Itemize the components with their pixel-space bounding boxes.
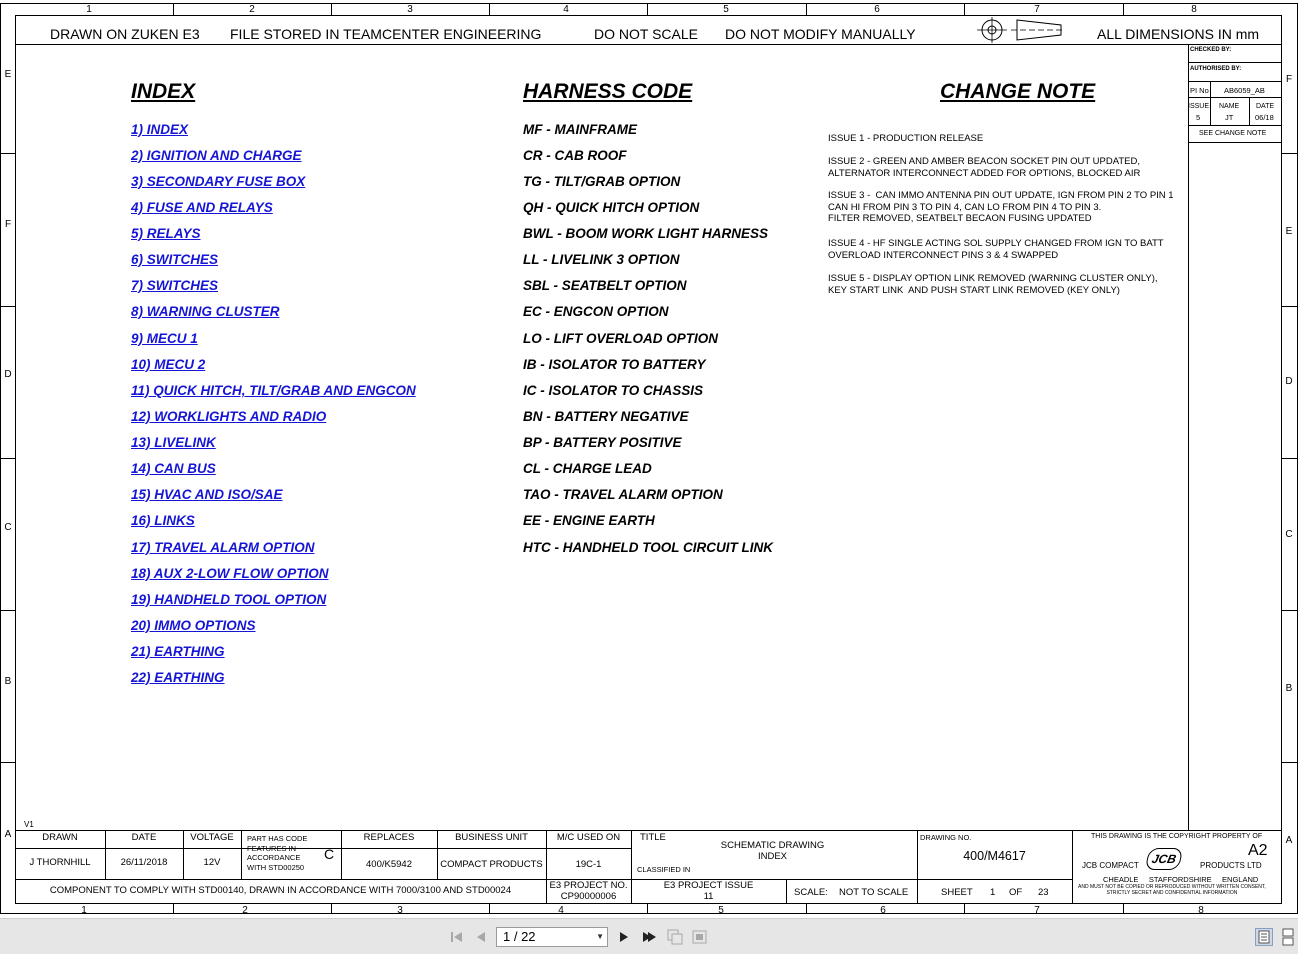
pdf-viewer-toolbar (0, 918, 1298, 954)
company-left: JCB COMPACT (1082, 861, 1139, 870)
index-link-can-bus[interactable]: 14) CAN BUS (131, 461, 216, 476)
grid-row-label: C (1285, 529, 1293, 540)
change-note-issue-5: ISSUE 5 - DISPLAY OPTION LINK REMOVED (WARNING CLUSTER ONLY), KEY START LINK AND PUSH START LINK REMOVED (KEY ONLY) (828, 273, 1158, 296)
grid-row-label: D (4, 369, 12, 380)
index-link-fuse-and-relays[interactable]: 4) FUSE AND RELAYS (131, 200, 273, 215)
index-link-earthing-22[interactable]: 22) EARTHING (131, 670, 225, 685)
grid-col-label: 1 (81, 905, 87, 916)
voltage-value: 12V (203, 857, 221, 868)
business-unit-label: BUSINESS UNIT (455, 832, 528, 843)
do-not-modify-label: DO NOT MODIFY MANUALLY (725, 26, 916, 42)
harness-code-item: QH - QUICK HITCH OPTION (523, 200, 700, 215)
index-link-handheld-tool-option[interactable]: 19) HANDHELD TOOL OPTION (131, 592, 327, 607)
comply-note: COMPONENT TO COMPLY WITH STD00140, DRAWN IN ACCORDANCE WITH 7000/3100 AND STD00024 (49, 885, 512, 896)
index-link-index[interactable]: 1) INDEX (131, 122, 189, 137)
harness-code-item: LO - LIFT OVERLOAD OPTION (523, 331, 718, 346)
date-value: 26/11/2018 (120, 857, 168, 868)
harness-code-item: CR - CAB ROOF (523, 148, 627, 163)
index-link-switches-6[interactable]: 6) SWITCHES (131, 252, 219, 267)
company-location: CHEADLE STAFFORDSHIRE ENGLAND (1103, 875, 1259, 884)
grid-row-label: A (4, 829, 12, 840)
index-link-relays[interactable]: 5) RELAYS (131, 226, 201, 241)
do-not-scale-label: DO NOT SCALE (594, 26, 698, 42)
grid-col-label: 3 (397, 905, 403, 916)
issue-label: ISSUE (1188, 103, 1210, 110)
file-stored-label: FILE STORED IN TEAMCENTER ENGINEERING (230, 26, 542, 42)
e3-issue-label: E3 PROJECT ISSUE (663, 880, 754, 891)
grid-row-label: A (1285, 835, 1293, 846)
confidential-notice: AND MUST NOT BE COPIED OR REPRODUCED WITHOUT WRITTEN CONSENT, STRICTLY SECRET AND CONFIDENTIAL INFORMATION (1078, 884, 1266, 896)
copyright-label: THIS DRAWING IS THE COPYRIGHT PROPERTY OF (1091, 833, 1263, 840)
grid-col-label: 5 (723, 4, 729, 15)
single-page-icon[interactable] (1255, 928, 1273, 946)
index-link-hvac-iso-sae[interactable]: 15) HVAC AND ISO/SAE (131, 487, 283, 502)
chevron-down-icon[interactable]: ▼ (596, 932, 604, 941)
index-link-mecu-2[interactable]: 10) MECU 2 (131, 357, 206, 372)
harness-code-item: TAO - TRAVEL ALARM OPTION (523, 487, 723, 502)
index-link-aux-2-low-flow-option[interactable]: 18) AUX 2-LOW FLOW OPTION (131, 566, 329, 581)
date-value: 06/18 (1255, 113, 1274, 122)
change-note-title: CHANGE NOTE (940, 80, 1096, 103)
harness-code-item: EC - ENGCON OPTION (523, 304, 669, 319)
index-title: INDEX (131, 80, 196, 103)
scale-label: SCALE: (794, 887, 828, 898)
checked-by-label: CHECKED BY: (1190, 47, 1232, 53)
change-note-issue-2: ISSUE 2 - GREEN AND AMBER BEACON SOCKET PIN OUT UPDATED, ALTERNATOR INTERCONNECT ADDED FOR OPTIONS, BLOCKED AIR (828, 156, 1141, 179)
copy-icon[interactable] (666, 928, 684, 946)
grid-col-label: 2 (242, 905, 248, 916)
harness-code-item: EE - ENGINE EARTH (523, 513, 655, 528)
grid-col-label: 2 (249, 4, 255, 15)
grid-row-label: D (1285, 376, 1293, 387)
grid-col-label: 6 (880, 905, 886, 916)
index-link-mecu-1[interactable]: 9) MECU 1 (131, 331, 198, 346)
continuous-icon[interactable] (1279, 928, 1297, 946)
drawing-no-value: 400/M4617 (963, 849, 1026, 863)
date-label: DATE (131, 832, 157, 843)
part-code-class: C (324, 846, 335, 862)
issue-value: 5 (1196, 113, 1201, 122)
harness-code-item: LL - LIVELINK 3 OPTION (523, 252, 680, 267)
grid-row-label: B (1285, 683, 1293, 694)
drawn-on-label: DRAWN ON ZUKEN E3 (50, 26, 200, 42)
version-label: V1 (24, 820, 34, 829)
index-link-livelink[interactable]: 13) LIVELINK (131, 435, 216, 450)
change-note-issue-1: ISSUE 1 - PRODUCTION RELEASE (828, 133, 984, 144)
business-unit-value: COMPACT PRODUCTS (440, 859, 543, 870)
index-link-switches-7[interactable]: 7) SWITCHES (131, 278, 219, 293)
grid-row-label: E (1285, 226, 1293, 237)
mc-used-value: 19C-1 (575, 859, 602, 870)
voltage-label: VOLTAGE (190, 832, 234, 843)
index-link-warning-cluster[interactable]: 8) WARNING CLUSTER (131, 304, 280, 319)
grid-col-label: 5 (718, 905, 724, 916)
harness-code-item: BWL - BOOM WORK LIGHT HARNESS (523, 226, 768, 241)
grid-col-label: 4 (558, 905, 564, 916)
grid-col-label: 6 (874, 4, 880, 15)
projection-symbol-icon (975, 16, 1065, 44)
grid-col-label: 1 (86, 4, 92, 15)
grid-col-label: 4 (563, 4, 569, 15)
of-label: OF (1009, 887, 1023, 898)
name-label: NAME (1219, 103, 1240, 110)
dimensions-label: ALL DIMENSIONS IN mm (1097, 26, 1260, 42)
change-note-issue-4: ISSUE 4 - HF SINGLE ACTING SOL SUPPLY CHANGED FROM IGN TO BATT OVERLOAD INTERCONNECT PINS 3 & 4 SWAPPED (828, 238, 1164, 261)
drawing-no-label: DRAWING NO. (920, 833, 972, 842)
authorised-by-label: AUTHORISED BY: (1190, 66, 1242, 72)
index-link-immo-options[interactable]: 20) IMMO OPTIONS (131, 618, 256, 633)
index-link-links[interactable]: 16) LINKS (131, 513, 195, 528)
replaces-value: 400/K5942 (366, 859, 412, 870)
classified-in-label: CLASSIFIED IN (637, 865, 691, 874)
see-change-note-label: SEE CHANGE NOTE (1199, 130, 1267, 137)
scale-value: NOT TO SCALE (839, 887, 909, 898)
harness-code-item: TG - TILT/GRAB OPTION (523, 174, 681, 189)
change-note-issue-3: ISSUE 3 - CAN IMMO ANTENNA PIN OUT UPDATE, IGN FROM PIN 2 TO PIN 1 CAN HI FROM PIN 3 TO PIN 4, CAN LO FROM PIN 4 TO PIN 3. FILTER REMOVED, SEATBELT BECAON FUSING UPDATED (828, 190, 1174, 224)
drawn-label: DRAWN (42, 832, 78, 843)
pi-no-label: PI No (1190, 86, 1209, 95)
e3-project-value: CP90000006 (560, 891, 617, 902)
page-indicator: 1 / 22 (503, 929, 536, 944)
index-link-worklights-and-radio[interactable]: 12) WORKLIGHTS AND RADIO (131, 409, 327, 424)
index-link-quick-hitch[interactable]: 11) QUICK HITCH, TILT/GRAB AND ENGCON (131, 383, 416, 398)
sheet-value: 1 (990, 887, 996, 898)
grid-col-label: 3 (407, 4, 413, 15)
mc-used-label: M/C USED ON (556, 832, 621, 843)
part-code-text: PART HAS CODE FEATURES IN ACCORDANCE WITH STD00250 (247, 834, 308, 872)
grid-col-label: 7 (1034, 905, 1040, 916)
grid-row-label: B (4, 676, 12, 687)
index-link-ignition-and-charge[interactable]: 2) IGNITION AND CHARGE (131, 148, 302, 163)
drawn-value: J THORNHILL (29, 857, 91, 868)
sheet-label: SHEET (941, 887, 973, 898)
pi-no-value: AB6059_AB (1224, 86, 1265, 95)
sheet-size: A2 (1248, 842, 1268, 859)
harness-code-item: BN - BATTERY NEGATIVE (523, 409, 689, 424)
title-label: TITLE (640, 832, 666, 843)
title-value: SCHEMATIC DRAWING INDEX (720, 840, 825, 862)
grid-col-label: 8 (1191, 4, 1197, 15)
harness-code-title: HARNESS CODE (523, 80, 693, 103)
e3-project-label: E3 PROJECT NO. (549, 880, 628, 891)
harness-code-item: MF - MAINFRAME (523, 122, 637, 137)
grid-row-label: F (1285, 74, 1293, 85)
page-number-input[interactable] (496, 927, 608, 947)
harness-code-item: SBL - SEATBELT OPTION (523, 278, 687, 293)
date-label: DATE (1256, 103, 1275, 110)
harness-code-item: IC - ISOLATOR TO CHASSIS (523, 383, 704, 398)
company-right: PRODUCTS LTD (1200, 861, 1262, 870)
jcb-logo (1145, 848, 1184, 870)
harness-code-item: IB - ISOLATOR TO BATTERY (523, 357, 706, 372)
grid-row-label: E (4, 69, 12, 80)
index-link-travel-alarm-option[interactable]: 17) TRAVEL ALARM OPTION (131, 540, 315, 555)
next-page-icon[interactable] (615, 928, 633, 946)
first-page-icon[interactable] (448, 928, 466, 946)
grid-col-label: 8 (1198, 905, 1204, 916)
e3-issue-value: 11 (703, 891, 714, 902)
jcb-logo-text: JCB (1150, 852, 1178, 866)
last-page-icon[interactable] (640, 928, 658, 946)
grid-row-label: C (4, 522, 12, 533)
harness-code-item: CL - CHARGE LEAD (523, 461, 652, 476)
fit-icon[interactable] (691, 928, 709, 946)
index-link-earthing-21[interactable]: 21) EARTHING (131, 644, 225, 659)
prev-page-icon[interactable] (472, 928, 490, 946)
name-value: JT (1225, 113, 1234, 122)
sheet-total: 23 (1038, 887, 1049, 898)
index-link-secondary-fuse-box[interactable]: 3) SECONDARY FUSE BOX (131, 174, 306, 189)
grid-row-label: F (4, 219, 12, 230)
grid-col-label: 7 (1034, 4, 1040, 15)
harness-code-item: BP - BATTERY POSITIVE (523, 435, 682, 450)
harness-code-item: HTC - HANDHELD TOOL CIRCUIT LINK (523, 540, 773, 555)
replaces-label: REPLACES (363, 832, 415, 843)
